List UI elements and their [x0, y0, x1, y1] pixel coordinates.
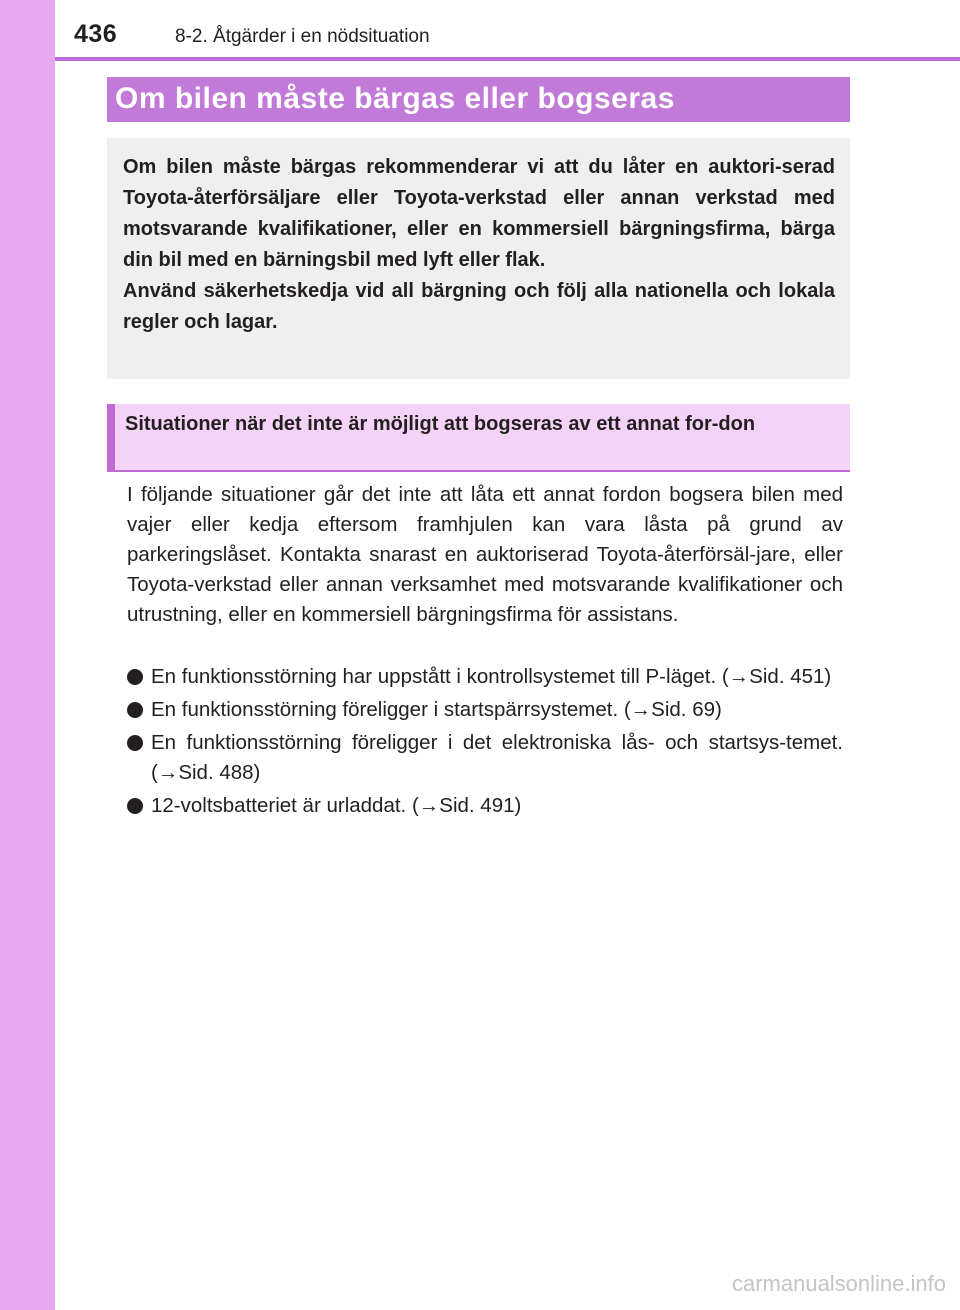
- bullet-icon: [127, 669, 143, 685]
- bullet-icon: [127, 702, 143, 718]
- bullet-text: En funktionsstörning har uppstått i kontrollsystemet till P-läget. (→Sid. 451): [151, 665, 832, 688]
- bullet-text: 12-voltsbatteriet är urladdat. (→Sid. 491): [151, 794, 522, 817]
- intro-paragraph-2: Använd säkerhetskedja vid all bärgning och följ alla nationella och lokala regler och lagar.: [123, 280, 835, 333]
- bullet-text: En funktionsstörning föreligger i det elektroniska lås- och startsys-temet. (→Sid. 488): [151, 731, 843, 784]
- list-item: [127, 662, 843, 692]
- left-margin-band: [0, 0, 55, 1310]
- header-rule: [55, 57, 960, 61]
- subheading-accent-bar: [107, 404, 115, 470]
- watermark: carmanualsonline.info: [731, 1271, 946, 1296]
- list-item: [127, 695, 843, 725]
- page-number: 436: [74, 20, 118, 48]
- bullet-icon: [127, 735, 143, 751]
- list-item: [127, 791, 843, 821]
- subheading-box: [107, 404, 850, 472]
- bullet-list: [127, 662, 843, 824]
- subheading-text: Situationer när det inte är möjligt att bogseras av ett annat for-don: [125, 413, 756, 435]
- title-bar: [107, 77, 850, 122]
- body-paragraph: I följande situationer går det inte att låta ett annat fordon bogsera bilen med vajer eller kedja eftersom framhjulen kan vara låsta på grund av parkeringslåset. Kontakta snarast en auktoriserad Toyota-återförsäl-jare, eller Toyota-verkstad eller annan verksamhet med motsvarande kvalifikationer och utrustning, eller en kommersiell bärgningsfirma för assistans.: [127, 483, 843, 626]
- list-item: [127, 728, 843, 788]
- intro-box: [107, 138, 850, 379]
- intro-paragraph-1: Om bilen måste bärgas rekommenderar vi att du låter en auktori-serad Toyota-återförsäljare eller Toyota-verkstad eller annan verkstad med motsvarande kvalifikationer, eller en kommersiell bärgningsfirma, bärga din bil med en bärningsbil med lyft eller flak.: [123, 156, 835, 271]
- bullet-icon: [127, 798, 143, 814]
- bullet-text: En funktionsstörning föreligger i startspärrsystemet. (→Sid. 69): [151, 698, 722, 721]
- section-label: 8-2. Åtgärder i en nödsituation: [175, 26, 430, 47]
- page-title: Om bilen måste bärgas eller bogseras: [115, 82, 675, 115]
